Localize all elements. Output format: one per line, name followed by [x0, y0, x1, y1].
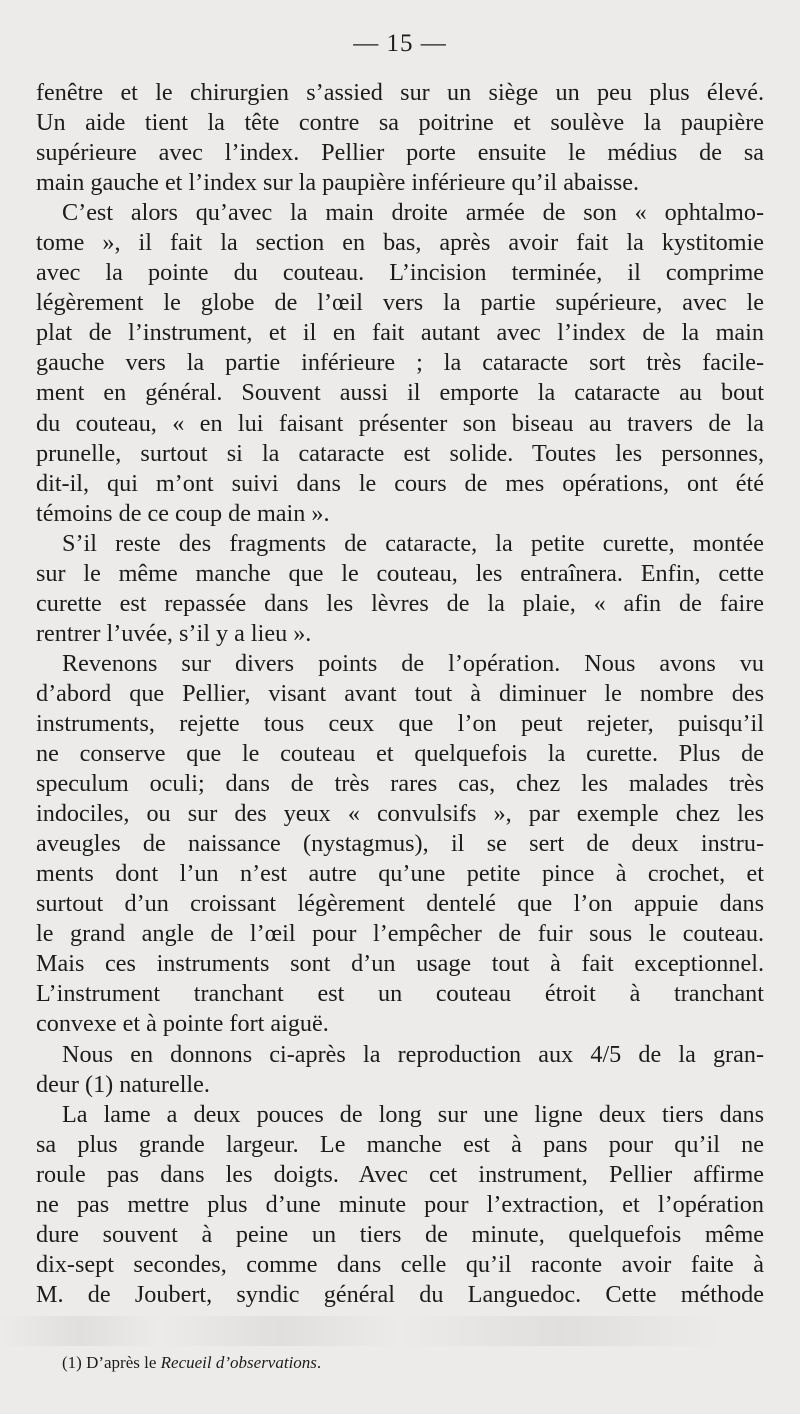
- text-line: légèrement le globe de l’œil vers la partie supérieure, avec le: [36, 289, 764, 317]
- text-line: prunelle, surtout si la cataracte est solide. Toutes les personnes,: [36, 439, 764, 467]
- text-line: Revenons sur divers points de l’opération. Nous avons vu: [62, 649, 764, 677]
- text-line: La lame a deux pouces de long sur une ligne deux tiers dans: [62, 1100, 764, 1128]
- text-line: dure souvent à peine un tiers de minute, quelquefois même: [36, 1220, 764, 1248]
- text-line: dix-sept secondes, comme dans celle qu’il raconte avoir faite à: [36, 1250, 764, 1278]
- text-line: instruments, rejette tous ceux que l’on peut rejeter, puisqu’il: [36, 709, 764, 737]
- text-line: supérieure avec l’index. Pellier porte ensuite le médius de sa: [36, 139, 764, 167]
- text-line: sa plus grande largeur. Le manche est à pans pour qu’il ne: [36, 1130, 764, 1158]
- bleed-through-shadow: [0, 1316, 800, 1346]
- text-line: le grand angle de l’œil pour l’empêcher de fuir sous le couteau.: [36, 920, 764, 948]
- text-line: M. de Joubert, syndic général du Languedoc. Cette méthode: [36, 1280, 764, 1308]
- text-line: C’est alors qu’avec la main droite armée de son « ophtalmo-: [62, 199, 764, 227]
- text-line: L’instrument tranchant est un couteau étroit à tranchant: [36, 980, 764, 1008]
- text-line: S’il reste des fragments de cataracte, la petite curette, montée: [62, 529, 764, 557]
- text-line: ment en général. Souvent aussi il emporte la cataracte au bout: [36, 379, 764, 407]
- text-line: speculum oculi; dans de très rares cas, chez les malades très: [36, 770, 764, 798]
- footnote-prefix: (1) D’après le: [62, 1353, 157, 1372]
- text-line: sur le même manche que le couteau, les entraînera. Enfin, cette: [36, 559, 764, 587]
- text-line: surtout d’un croissant légèrement dentelé que l’on appuie dans: [36, 890, 764, 918]
- footnote: [62, 1352, 321, 1374]
- footnote-suffix: .: [316, 1353, 322, 1372]
- page-number: — 15 —: [353, 30, 447, 57]
- text-line: aveugles de naissance (nystagmus), il se sert de deux instru-: [36, 830, 764, 858]
- text-line: ne conserve que le couteau et quelquefois la curette. Plus de: [36, 740, 764, 768]
- text-line: tome », il fait la section en bas, après avoir fait la kystitomie: [36, 229, 764, 257]
- text-line: ne pas mettre plus d’une minute pour l’extraction, et l’opération: [36, 1190, 764, 1218]
- text-line: dit-il, qui m’ont suivi dans le cours de mes opérations, ont été: [36, 469, 764, 497]
- text-line: gauche vers la partie inférieure ; la cataracte sort très facile-: [36, 349, 764, 377]
- text-line: Mais ces instruments sont d’un usage tout à fait exceptionnel.: [36, 950, 764, 978]
- text-line: curette est repassée dans les lèvres de la plaie, « afin de faire: [36, 589, 764, 617]
- text-line: roule pas dans les doigts. Avec cet instrument, Pellier affirme: [36, 1160, 764, 1188]
- text-line: du couteau, « en lui faisant présenter son biseau au travers de la: [36, 409, 764, 437]
- text-line: fenêtre et le chirurgien s’assied sur un siège un peu plus élevé.: [36, 79, 764, 106]
- text-line: indociles, ou sur des yeux « convulsifs », par exemple chez les: [36, 800, 764, 828]
- text-line: Un aide tient la tête contre sa poitrine et soulève la paupière: [36, 109, 764, 137]
- text-line: plat de l’instrument, et il en fait autant avec l’index de la main: [36, 319, 764, 347]
- text-line: ments dont l’un n’est autre qu’une petite pince à crochet, et: [36, 860, 764, 888]
- text-line: rentrer l’uvée, s’il y a lieu ».: [36, 619, 312, 647]
- body-text: [36, 78, 764, 1310]
- text-line: main gauche et l’index sur la paupière inférieure qu’il abaisse.: [36, 169, 640, 197]
- text-line: Nous en donnons ci-après la reproduction aux 4/5 de la gran-: [62, 1040, 764, 1068]
- footnote-title: Recueil d’observations: [160, 1353, 317, 1372]
- text-line: avec la pointe du couteau. L’incision terminée, il comprime: [36, 259, 764, 287]
- text-line: d’abord que Pellier, visant avant tout à diminuer le nombre des: [36, 679, 764, 707]
- text-line: témoins de ce coup de main ».: [36, 499, 330, 527]
- text-line: convexe et à pointe fort aiguë.: [36, 1010, 329, 1038]
- text-line: deur (1) naturelle.: [36, 1070, 210, 1098]
